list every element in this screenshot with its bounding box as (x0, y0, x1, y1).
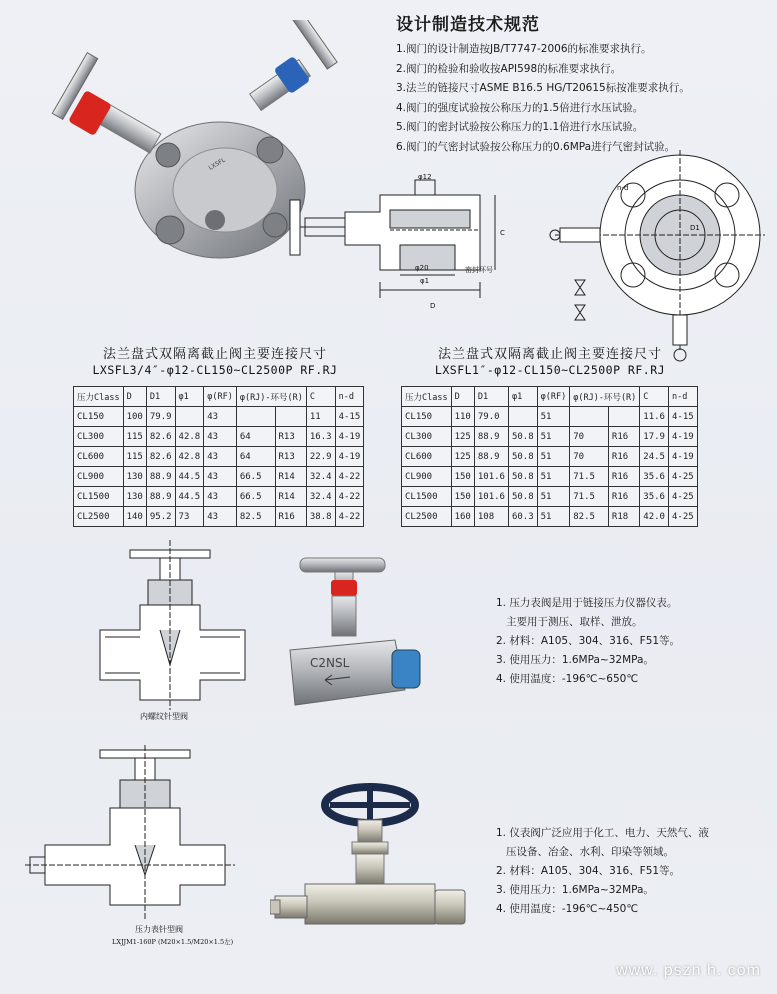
table2-subtitle: LXSFL1″-φ12-CL150~CL2500P RF.RJ (434, 363, 666, 377)
table-cell: 130 (123, 487, 146, 507)
feature-item: 主要用于测压、取样、泄放。 (496, 616, 643, 628)
table-cell: 108 (474, 507, 508, 527)
header-cell: D (451, 387, 474, 407)
table-cell (508, 407, 537, 427)
table-cell: 50.8 (508, 487, 537, 507)
valve2-caption-sub: LXJJM1-160P (M20×1.5/M20×1.5左) (112, 938, 234, 946)
table-cell: R16 (608, 447, 639, 467)
table-cell: 4-25 (668, 467, 697, 487)
table-cell: 64 (236, 427, 275, 447)
table-cell: CL2500 (402, 507, 452, 527)
table-cell: 110 (451, 407, 474, 427)
label-seal: 密封环号 (465, 266, 493, 274)
table-cell: 51 (537, 507, 570, 527)
table-cell: 35.6 (640, 487, 669, 507)
table-cell: CL1500 (402, 487, 452, 507)
needle-valve-photo (280, 555, 430, 720)
table-cell: 16.3 (306, 427, 335, 447)
table-cell: 44.5 (175, 487, 204, 507)
table-cell: 115 (123, 427, 146, 447)
table-cell: R16 (275, 507, 306, 527)
spec-item: 3.法兰的链接尺寸ASME B16.5 HG/T20615标按准要求执行。 (396, 82, 690, 95)
valve2-caption: 压力表针型阀 (135, 925, 183, 934)
spec-list (396, 40, 690, 158)
table-cell: 79.9 (146, 407, 175, 427)
feature-item: 4. 使用温度：-196℃~450℃ (496, 903, 639, 915)
table-cell: CL2500 (74, 507, 124, 527)
table-cell: 50.8 (508, 467, 537, 487)
table-cell: 60.3 (508, 507, 537, 527)
table-cell: 125 (451, 427, 474, 447)
table-cell: 130 (123, 467, 146, 487)
table-row (74, 447, 364, 467)
table-cell: R14 (275, 467, 306, 487)
feature-item: 1. 压力表阀是用于链接压力仪器仪表。 (496, 597, 678, 609)
table-cell: 4-19 (668, 447, 697, 467)
table-cell: 150 (451, 487, 474, 507)
table-cell: 82.6 (146, 447, 175, 467)
table-cell: R16 (608, 427, 639, 447)
header-cell: C (640, 387, 669, 407)
table-cell: 82.5 (236, 507, 275, 527)
header-cell: 压力Class (402, 387, 452, 407)
table-cell: 11.6 (640, 407, 669, 427)
table-cell: CL900 (74, 467, 124, 487)
table-cell: 51 (537, 487, 570, 507)
table-cell: 4-19 (335, 447, 364, 467)
table-cell: R18 (608, 507, 639, 527)
table-row (402, 507, 698, 527)
table-cell: 4-25 (668, 507, 697, 527)
spec-item: 5.阀门的密封试验按公称压力的1.1倍进行水压试验。 (396, 121, 644, 134)
svg-text:LXSFL: LXSFL (207, 156, 227, 172)
table-cell: 51 (537, 467, 570, 487)
label-phi1: φ1 (420, 277, 430, 285)
table-row (402, 447, 698, 467)
header-cell: n-d (668, 387, 697, 407)
table-cell: 71.5 (570, 487, 609, 507)
table-cell: 95.2 (146, 507, 175, 527)
table-cell: 125 (451, 447, 474, 467)
table-cell (175, 407, 204, 427)
table-cell: 4-15 (668, 407, 697, 427)
gauge-valve-drawing (25, 745, 235, 920)
table-cell: 24.5 (640, 447, 669, 467)
feature-item: 1. 仪表阀广泛应用于化工、电力、天然气、液 (496, 827, 709, 839)
table-cell: 101.6 (474, 467, 508, 487)
table-cell: 43 (204, 487, 237, 507)
table-cell: 22.9 (306, 447, 335, 467)
front-view-drawing (545, 150, 765, 370)
table-cell: CL300 (74, 427, 124, 447)
table-cell: 43 (204, 447, 237, 467)
table-cell: 51 (537, 447, 570, 467)
label-nd: n-d (617, 184, 629, 192)
table-cell: 64 (236, 447, 275, 467)
table-cell: 66.5 (236, 467, 275, 487)
table-cell: 4-22 (335, 467, 364, 487)
table-cell: 100 (123, 407, 146, 427)
header-cell: D1 (146, 387, 175, 407)
table-cell: 79.0 (474, 407, 508, 427)
table-cell: 51 (537, 427, 570, 447)
table-cell: 38.8 (306, 507, 335, 527)
table-cell: CL150 (402, 407, 452, 427)
table-cell: 51 (537, 407, 570, 427)
table-cell: 4-19 (668, 427, 697, 447)
label-d1: D1 (690, 224, 700, 232)
table1 (73, 386, 364, 527)
table-cell: 70 (570, 447, 609, 467)
table-cell: 115 (123, 447, 146, 467)
table-cell: R13 (275, 427, 306, 447)
table-cell: 71.5 (570, 467, 609, 487)
table-cell: 70 (570, 427, 609, 447)
feature-item: 2. 材料：A105、304、316、F51等。 (496, 865, 681, 877)
label-phi20: φ20 (415, 264, 429, 272)
table-cell: 88.9 (146, 467, 175, 487)
table-cell: R14 (275, 487, 306, 507)
table-header-row (402, 387, 698, 407)
table1-title: 法兰盘式双隔离截止阀主要连接尺寸 (102, 347, 327, 362)
header-cell: φ(RJ)-环号(R) (570, 387, 640, 407)
table-cell (608, 407, 639, 427)
table-cell (570, 407, 609, 427)
table-cell: 82.5 (570, 507, 609, 527)
valve1-marking: C2NSL (310, 656, 350, 670)
header-cell: φ1 (175, 387, 204, 407)
table-cell: 150 (451, 467, 474, 487)
table-row (402, 467, 698, 487)
table-cell: 43 (204, 427, 237, 447)
feature-item: 2. 材料：A105、304、316、F51等。 (496, 635, 681, 647)
table-cell: 42.0 (640, 507, 669, 527)
header-cell: D1 (474, 387, 508, 407)
feature-item: 压设备、冶金、水利、印染等领域。 (496, 846, 675, 858)
table-cell: 73 (175, 507, 204, 527)
table-cell: CL900 (402, 467, 452, 487)
table-cell (236, 407, 275, 427)
table-cell: 88.9 (474, 427, 508, 447)
table-cell: CL600 (402, 447, 452, 467)
table-cell: 4-19 (335, 427, 364, 447)
spec-title: 设计制造技术规范 (396, 15, 540, 35)
header-cell: φ(RJ)-环号(R) (236, 387, 306, 407)
table-cell: 11 (306, 407, 335, 427)
table-cell: 160 (451, 507, 474, 527)
table-row (74, 487, 364, 507)
valve1-features (496, 594, 680, 689)
table-cell: 42.8 (175, 447, 204, 467)
table-cell: 43 (204, 507, 237, 527)
table-cell: 43 (204, 467, 237, 487)
table-cell: CL300 (402, 427, 452, 447)
header-cell: D (123, 387, 146, 407)
feature-item: 3. 使用压力：1.6MPa~32MPa。 (496, 654, 654, 666)
table-cell: 88.9 (474, 447, 508, 467)
table-header-row (74, 387, 364, 407)
table-cell: CL150 (74, 407, 124, 427)
table-cell: 35.6 (640, 467, 669, 487)
header-cell: 压力Class (74, 387, 124, 407)
spec-item: 2.阀门的检验和验收按API598的标准要求执行。 (396, 62, 622, 75)
table-cell: CL1500 (74, 487, 124, 507)
label-c: C (500, 229, 505, 237)
table-cell: 50.8 (508, 447, 537, 467)
table-cell (275, 407, 306, 427)
table-row (402, 427, 698, 447)
needle-valve-drawing (90, 540, 265, 720)
valve2-features (496, 824, 709, 919)
table-cell: 32.4 (306, 487, 335, 507)
table-cell: 42.8 (175, 427, 204, 447)
header-cell: φ(RF) (537, 387, 570, 407)
table-cell: 88.9 (146, 487, 175, 507)
table-cell: R13 (275, 447, 306, 467)
feature-item: 3. 使用压力：1.6MPa~32MPa。 (496, 884, 654, 896)
table-cell: 140 (123, 507, 146, 527)
table-cell: 17.9 (640, 427, 669, 447)
table-row (74, 407, 364, 427)
table-cell: 4-22 (335, 507, 364, 527)
table-row (402, 487, 698, 507)
label-phi12: φ12 (418, 173, 432, 181)
table-cell: 4-22 (335, 487, 364, 507)
table1-subtitle: LXSFL3/4″-φ12-CL150~CL2500P RF.RJ (92, 363, 338, 377)
table-cell: R16 (608, 487, 639, 507)
website-watermark: www. pszn h. com (616, 962, 761, 979)
table-row (402, 407, 698, 427)
table-cell: CL600 (74, 447, 124, 467)
table2 (401, 386, 698, 527)
spec-item: 4.阀门的强度试验按公称压力的1.5倍进行水压试验。 (396, 101, 644, 114)
table-cell: 43 (204, 407, 237, 427)
table-row (74, 427, 364, 447)
header-cell: C (306, 387, 335, 407)
label-d: D (430, 302, 436, 310)
table-cell: 101.6 (474, 487, 508, 507)
feature-item: 4. 使用温度：-196℃~650℃ (496, 673, 639, 685)
table-cell: R16 (608, 467, 639, 487)
table-cell: 82.6 (146, 427, 175, 447)
section-drawing (280, 170, 530, 320)
spec-item: 1.阀门的设计制造按JB/T7747-2006的标准要求执行。 (396, 43, 652, 55)
table2-title: 法兰盘式双隔离截止阀主要连接尺寸 (437, 347, 662, 362)
table-row (74, 467, 364, 487)
header-cell: φ(RF) (204, 387, 237, 407)
table-cell: 32.4 (306, 467, 335, 487)
table-cell: 66.5 (236, 487, 275, 507)
table-cell: 4-25 (668, 487, 697, 507)
header-cell: φ1 (508, 387, 537, 407)
spec-item: 6.阀门的气密封试验按公称压力的0.6MPa进行气密封试验。 (396, 140, 676, 153)
table-cell: 44.5 (175, 467, 204, 487)
table-row (74, 507, 364, 527)
valve1-caption: 内螺纹针型阀 (140, 712, 188, 721)
table-cell: 50.8 (508, 427, 537, 447)
table-cell: 4-15 (335, 407, 364, 427)
handwheel-valve-photo (270, 780, 470, 950)
header-cell: n-d (335, 387, 364, 407)
